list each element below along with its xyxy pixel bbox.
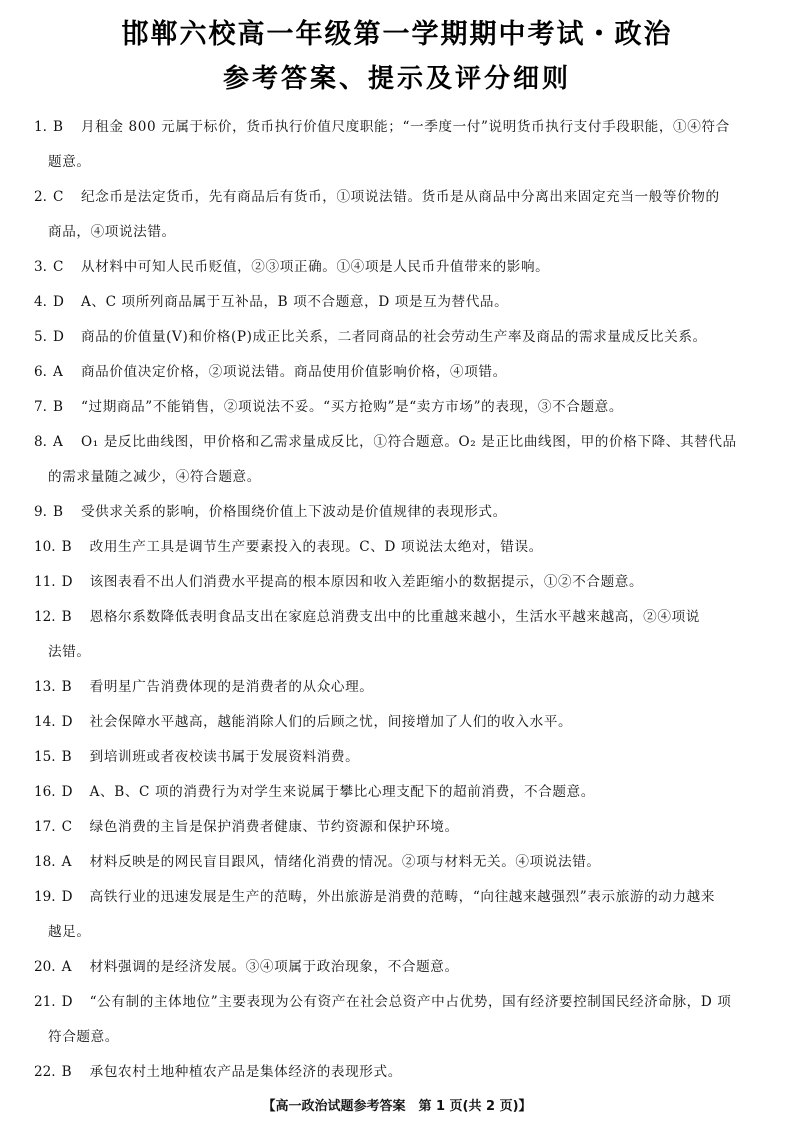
answer-item (34, 285, 774, 320)
answer-choice: D (61, 784, 73, 800)
answer-explanation: 改用生产工具是调节生产要素投入的表现。C、D 项说法太绝对，错误。 (89, 539, 543, 555)
answer-explanation: 材料强调的是经济发展。③④项属于政治现象，不合题意。 (89, 959, 459, 975)
answer-choice: C (61, 819, 73, 835)
answer-choice: C (52, 189, 64, 205)
answer-item (34, 845, 774, 880)
answer-item (34, 425, 774, 495)
answer-number: 13. (34, 679, 56, 695)
answer-item (34, 950, 774, 985)
answer-item (34, 670, 774, 705)
answer-choice: D (61, 994, 73, 1010)
answer-item (34, 705, 774, 740)
page-subtitle: 参考答案、提示及评分细则 (222, 64, 571, 94)
answer-explanation: “过期商品”不能销售，②项说法不妥。“买方抢购”是“卖方市场”的表现，③不合题意。 (80, 399, 624, 415)
answer-number: 10. (34, 539, 56, 555)
answer-item (34, 250, 774, 285)
answer-explanation-continued: 题意。 (48, 154, 91, 170)
answer-explanation: “公有制的主体地位”主要表现为公有资产在社会总资产中占优势，国有经济要控制国民经济命脉，D 项 (89, 994, 732, 1010)
answer-explanation-continued: 的需求量随之减少，④符合题意。 (48, 469, 261, 485)
answer-number: 22. (34, 1064, 56, 1080)
answer-item (34, 110, 774, 180)
answer-item (34, 880, 774, 950)
answer-explanation: A、B、C 项的消费行为对学生来说属于攀比心理支配下的超前消费，不合题意。 (89, 784, 595, 800)
answer-item (34, 180, 774, 250)
answer-explanation: 绿色消费的主旨是保护消费者健康、节约资源和保护环境。 (89, 819, 459, 835)
answer-choice: B (61, 539, 72, 555)
answer-number: 17. (34, 819, 56, 835)
answer-number: 4. (34, 294, 47, 310)
answer-number: 11. (34, 574, 56, 590)
answer-explanation: A、C 项所列商品属于互补品，B 项不合题意，D 项是互为替代品。 (80, 294, 509, 310)
answer-number: 19. (34, 889, 56, 905)
answer-explanation: 受供求关系的影响，价格围绕价值上下波动是价值规律的表现形式。 (80, 504, 507, 520)
answer-choice: B (61, 679, 72, 695)
answer-explanation: 纪念币是法定货币，先有商品后有货币，①项说法错。货币是从商品中分离出来固定充当一般等价物的 (80, 189, 720, 205)
answer-list (34, 110, 774, 1090)
answer-explanation: 社会保障水平越高，越能消除人们的后顾之忧，间接增加了人们的收入水平。 (89, 714, 573, 730)
answer-number: 12. (34, 609, 56, 625)
answer-item (34, 1055, 774, 1090)
answer-choice: D (61, 714, 73, 730)
answer-item (34, 355, 774, 390)
answer-item (34, 530, 774, 565)
answer-item (34, 495, 774, 530)
answer-choice: B (61, 609, 72, 625)
answer-choice: A (52, 364, 63, 380)
answer-number: 5. (34, 329, 47, 345)
answer-number: 2. (34, 189, 47, 205)
answer-explanation: 高铁行业的迅速发展是生产的范畴，外出旅游是消费的范畴，“向往越来越强烈”表示旅游的动力越来 (89, 889, 716, 905)
answer-explanation: 承包农村土地种植农产品是集体经济的表现形式。 (89, 1064, 402, 1080)
answer-number: 14. (34, 714, 56, 730)
answer-explanation-continued: 越足。 (48, 924, 91, 940)
answer-choice: B (52, 119, 63, 135)
answer-explanation: 商品的价值量(V)和价格(P)成正比关系，二者同商品的社会劳动生产率及商品的需求量成反比关系。 (80, 329, 707, 345)
answer-number: 3. (34, 259, 47, 275)
answer-number: 20. (34, 959, 56, 975)
answer-choice: B (61, 749, 72, 765)
answer-explanation: 恩格尔系数降低表明食品支出在家庭总消费支出中的比重越来越小，生活水平越来越高，②④项说 (89, 609, 700, 625)
answer-item (34, 810, 774, 845)
answer-item (34, 565, 774, 600)
answer-number: 9. (34, 504, 47, 520)
page-footer: 【高一政治试题参考答案 第 1 页(共 2 页)】 (262, 1099, 532, 1114)
answer-explanation: 从材料中可知人民币贬值，②③项正确。①④项是人民币升值带来的影响。 (80, 259, 550, 275)
answer-choice: D (61, 574, 73, 590)
answer-explanation: 该图表看不出人们消费水平提高的根本原因和收入差距缩小的数据提示，①②不合题意。 (89, 574, 644, 590)
answer-item (34, 390, 774, 425)
answer-choice: A (52, 434, 63, 450)
answer-explanation-continued: 商品，④项说法错。 (48, 224, 176, 240)
answer-choice: B (52, 399, 63, 415)
answer-explanation: O₁ 是反比曲线图，甲价格和乙需求量成反比，①符合题意。O₂ 是正比曲线图，甲的价格下降、其替代品 (80, 434, 737, 450)
answer-explanation: 商品价值决定价格，②项说法错。商品使用价值影响价格，④项错。 (80, 364, 507, 380)
answer-number: 18. (34, 854, 56, 870)
answer-choice: B (52, 504, 63, 520)
answer-choice: D (52, 329, 64, 345)
answer-number: 16. (34, 784, 56, 800)
answer-number: 1. (34, 119, 47, 135)
answer-explanation: 材料反映是的网民盲目跟风，情绪化消费的情况。②项与材料无关。④项说法错。 (89, 854, 601, 870)
answer-item (34, 320, 774, 355)
answer-number: 21. (34, 994, 56, 1010)
answer-explanation: 到培训班或者夜校读书属于发展资料消费。 (89, 749, 360, 765)
answer-item (34, 985, 774, 1055)
answer-choice: D (61, 889, 73, 905)
answer-number: 6. (34, 364, 47, 380)
answer-number: 7. (34, 399, 47, 415)
answer-item (34, 775, 774, 810)
answer-choice: A (61, 854, 72, 870)
answer-choice: C (52, 259, 64, 275)
answer-explanation-continued: 法错。 (48, 644, 91, 660)
answer-explanation: 月租金 800 元属于标价，货币执行价值尺度职能；“一季度一付”说明货币执行支付手段职能，①④符合 (80, 119, 730, 135)
answer-number: 8. (34, 434, 47, 450)
answer-item (34, 600, 774, 670)
answer-number: 15. (34, 749, 56, 765)
answer-explanation-continued: 符合题意。 (48, 1029, 119, 1045)
answer-choice: A (61, 959, 72, 975)
answer-choice: B (61, 1064, 72, 1080)
answer-choice: D (52, 294, 64, 310)
answer-explanation: 看明星广告消费体现的是消费者的从众心理。 (89, 679, 374, 695)
answer-item (34, 740, 774, 775)
page-title: 邯郸六校高一年级第一学期期中考试・政治 (121, 19, 673, 50)
